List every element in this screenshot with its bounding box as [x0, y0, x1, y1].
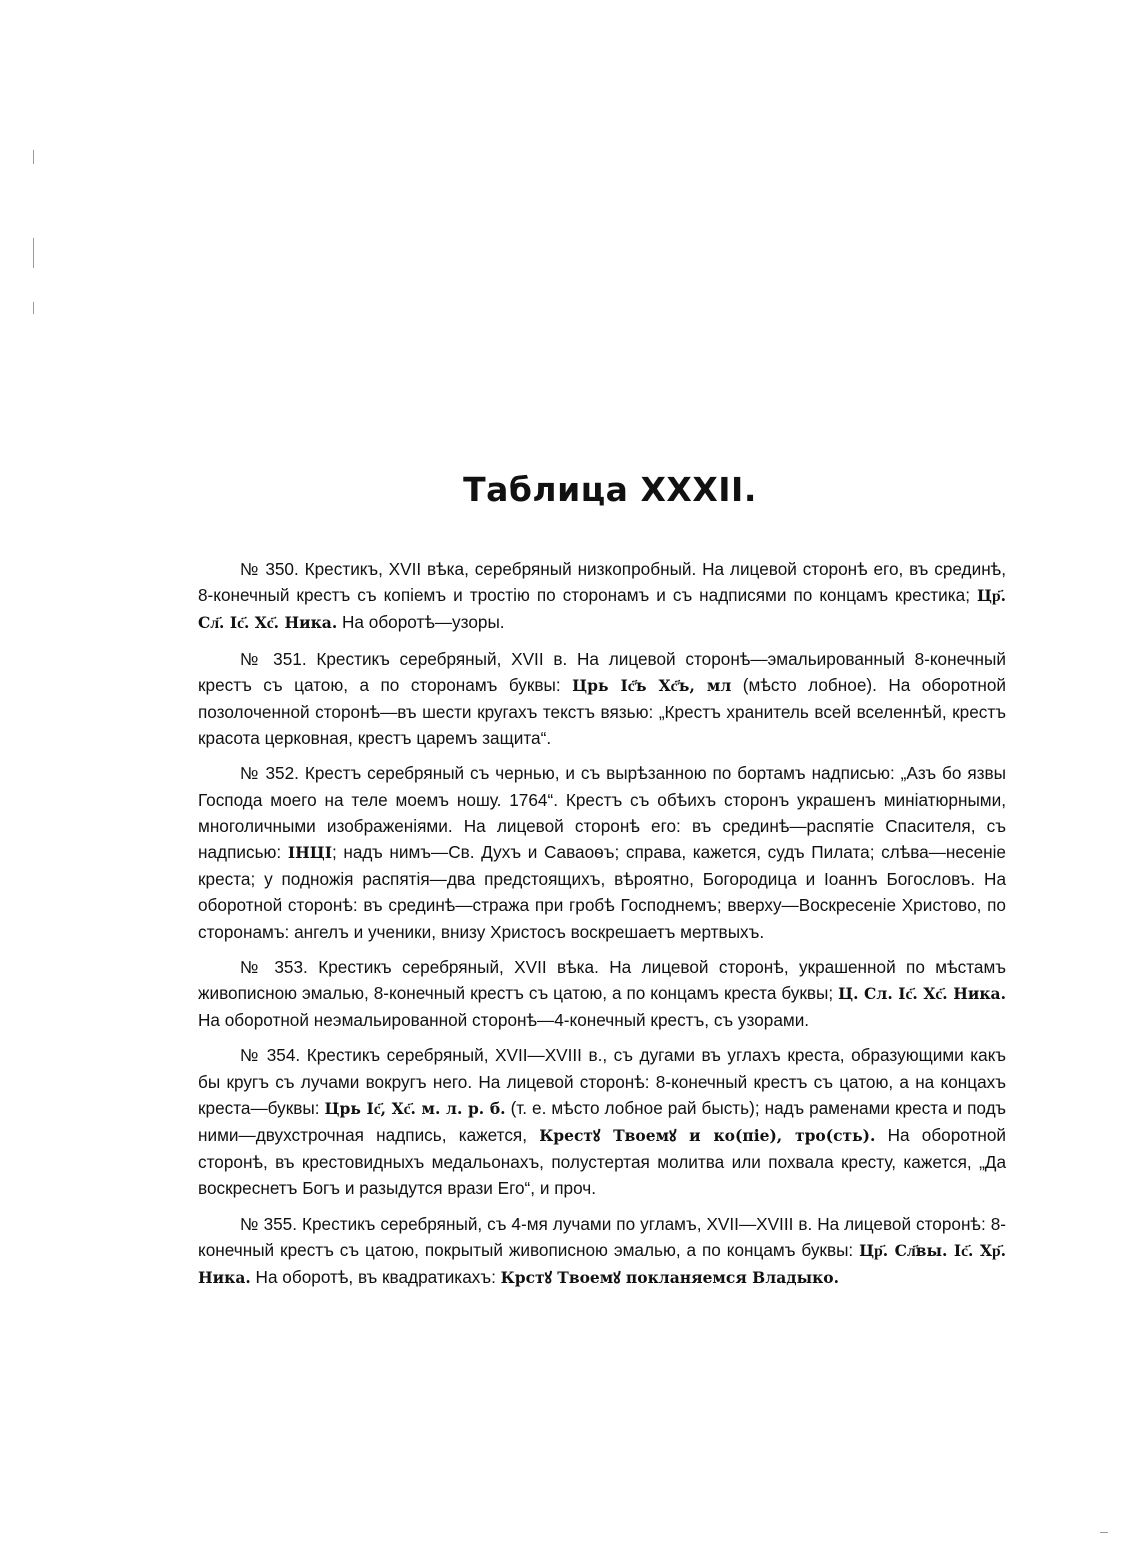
entry-text: На оборотѣ, въ квадратикахъ: — [250, 1267, 501, 1288]
entry-353 — [198, 954, 1006, 1034]
entry-text: Крестикъ серебряный, XVII вѣка. На лицевой сторонѣ, украшенной по мѣстамъ живописною эмалью, 8-конечный крестъ съ цатою, а по концамъ креста буквы; — [198, 956, 1006, 1004]
entry-350 — [198, 556, 1006, 637]
entry-text: На оборотѣ—узоры. — [337, 612, 505, 633]
scan-mark-left — [33, 150, 34, 164]
catalogue-entries — [198, 556, 1006, 1300]
entry-text: Крестъ серебряный съ чернью, и съ вырѣзанною по бортамъ надписью: „Азъ бо язвы Господа моего на теле моемъ ношу. 1764“. Крестъ съ обѣихъ сторонъ украшенъ миніатюрными, многоличными изображеніями. На лицевой сторонѣ его: въ срединѣ—распятіе Спасителя, съ надписью: — [198, 763, 1007, 863]
entry-text: ; надъ нимъ—Св. Духъ и Саваоѳъ; справа, кажется, судъ Пилата; слѣва—несеніе креста; у подножія распятія—два предстоящихъ, вѣроятно, Богородица и Іоаннъ Богословъ. На оборотной сторонѣ: въ срединѣ—стража при гробѣ Господнемъ; вверху—Воскресеніе Христово, по сторонамъ: ангелъ и ученики, внизу Христосъ воскрешаетъ мертвыхъ. — [198, 842, 1006, 942]
entry-355 — [198, 1211, 1006, 1292]
entry-354 — [198, 1042, 1006, 1201]
entry-number: № 354. — [240, 1045, 301, 1066]
slavonic-inscription: Црь Іс҃ъ Хс҃ъ, мл — [572, 675, 732, 695]
slavonic-inscription: Црь Іс҃, Хс҃. м. л. р. б. — [324, 1098, 506, 1118]
page-title: Таблица XXXII. — [463, 470, 757, 509]
entry-text: Крестикъ серебряный, XVII в. На лицевой сторонѣ—эмальированный 8-конечный крестъ съ цатою, а по сторонамъ буквы: — [198, 648, 1006, 695]
entry-number: № 353. — [240, 956, 308, 977]
slavonic-inscription: Цр҃. Сл҃вы. Іс҃. Хр҃. Ника. — [198, 1240, 1006, 1288]
slavonic-inscription: Ц. Сл. Іс҃. Хс҃. Ника. — [838, 984, 1006, 1004]
slavonic-inscription: Крстꙋ Твоемꙋ покланяемся Владыко. — [500, 1268, 840, 1288]
entry-number: № 355. — [240, 1213, 298, 1234]
entry-351 — [198, 646, 1006, 752]
entry-text: (т. е. мѣсто лобное рай бысть); надъ раменами креста и подъ ними—двухстрочная надпись, кажется, — [198, 1097, 1006, 1146]
entry-352 — [198, 760, 1006, 944]
entry-number: № 350. — [240, 559, 299, 579]
entry-text: (мѣсто лобное). На оборотной позолоченной сторонѣ—въ шести кругахъ текстъ вязью: „Крестъ хранитель всей вселеннѣй, крестъ красота церковная, крестъ царемъ защита“. — [198, 674, 1006, 749]
entry-text: На оборотной неэмальированной сторонѣ—4-конечный крестъ, съ узорами. — [198, 1010, 810, 1031]
entry-text: Крестикъ серебряный, XVII—XVIII в., съ дугами въ углахъ креста, образующими какъ бы кругъ съ лучами вокругъ него. На лицевой сторонѣ: 8-конечный крестъ съ цатою, а на концахъ креста—буквы: — [198, 1045, 1006, 1118]
scan-mark-bottom — [1100, 1532, 1108, 1533]
slavonic-inscription: Крестꙋ Твоемꙋ и ко(піе), тро(сть). — [539, 1126, 876, 1146]
slavonic-inscription: Цр҃. Сл҃. Іс҃. Хс҃. Ника. — [198, 586, 1006, 633]
entry-number: № 351. — [240, 648, 307, 669]
entry-text: Крестикъ серебряный, съ 4-мя лучами по угламъ, XVII—XVIII в. На лицевой сторонѣ: 8-конечный крестъ съ цатою, покрытый живописною эмалью, а по концамъ буквы: — [198, 1213, 1006, 1260]
entry-text: На оборотной сторонѣ, въ крестовидныхъ медальонахъ, полустертая молитва или похвала кресту, кажется, „Да воскреснетъ Богъ и разыдутся врази Его“, и проч. — [198, 1125, 1006, 1199]
slavonic-inscription: ІНЦІ — [287, 843, 332, 863]
scan-mark-left — [33, 302, 34, 314]
entry-number: № 352. — [240, 763, 299, 784]
entry-text: Крестикъ, XVII вѣка, серебряный низкопробный. На лицевой сторонѣ его, въ срединѣ, 8-конечный крестъ съ копіемъ и тростію по сторонамъ и съ надписями по концамъ крестика; — [198, 559, 1006, 606]
scan-mark-left — [33, 238, 34, 268]
